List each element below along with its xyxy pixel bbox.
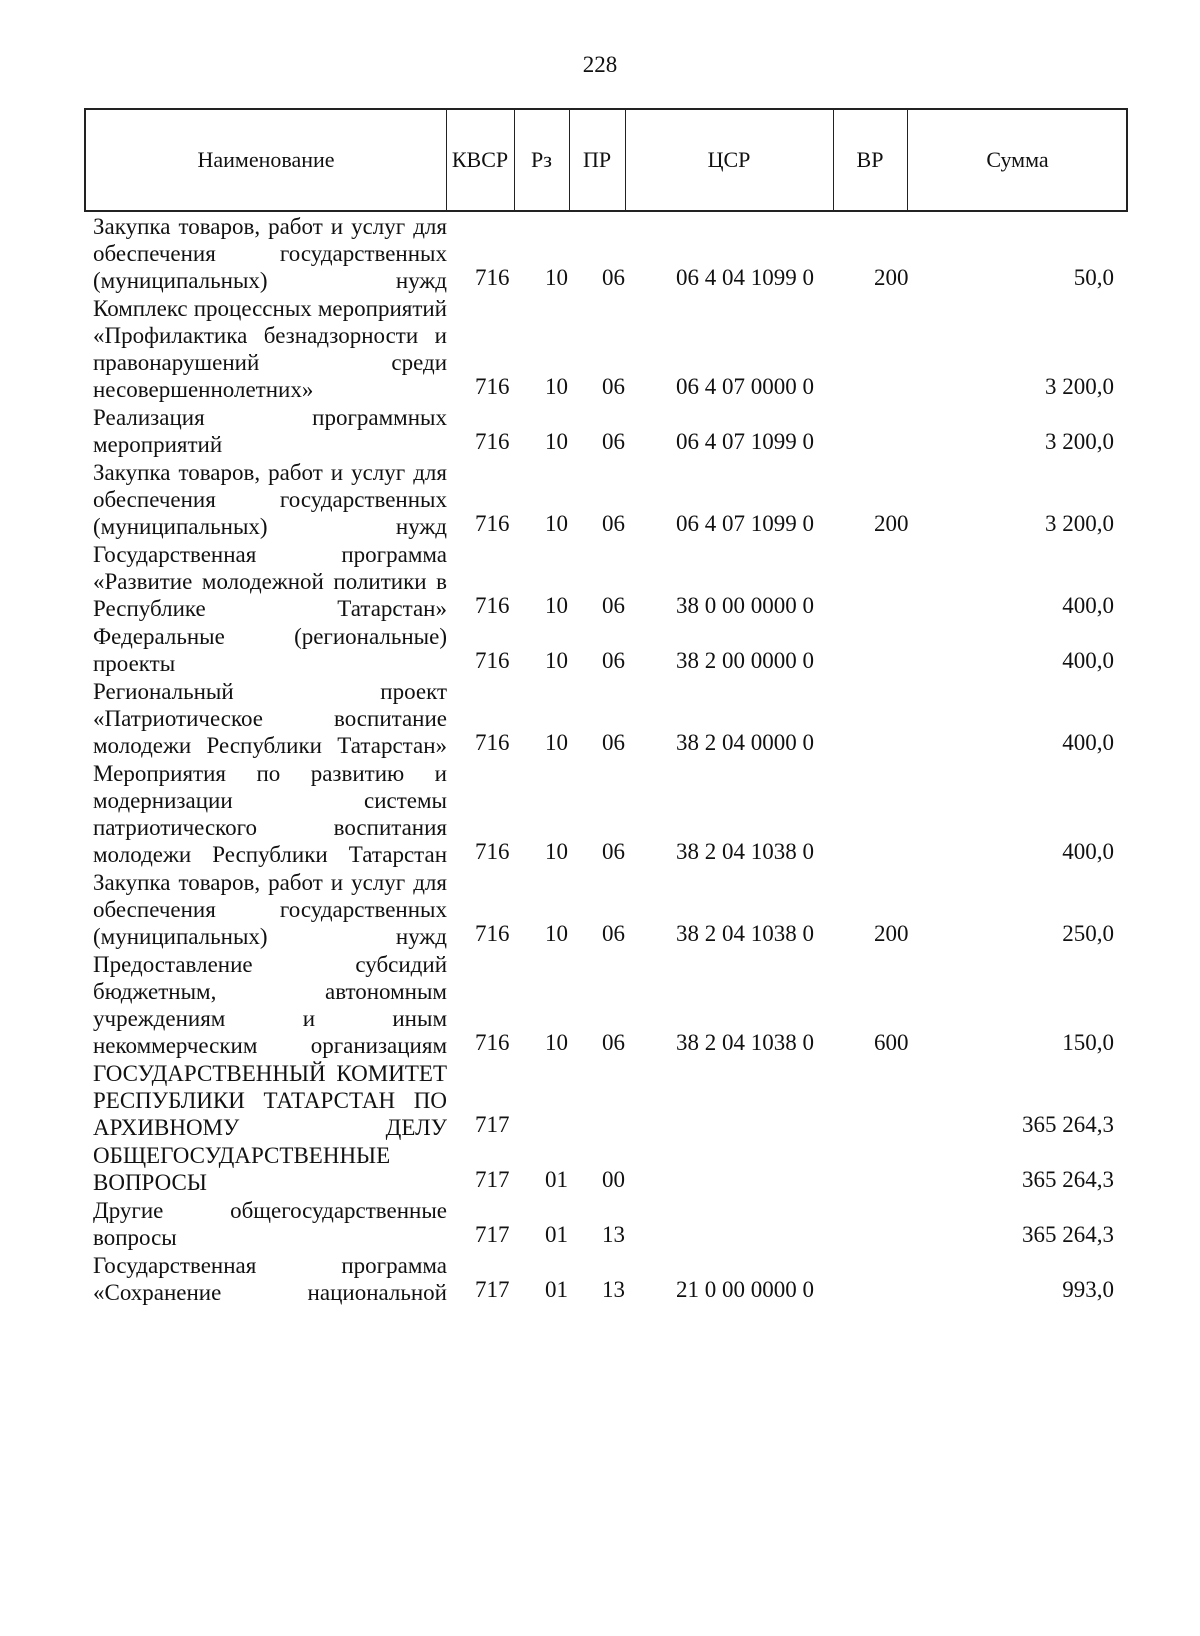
table-header xyxy=(84,108,1128,212)
table-row xyxy=(0,1251,1200,1306)
row-kvsr: 717 xyxy=(475,1222,510,1247)
row-sum: 993,0 xyxy=(1062,1277,1114,1302)
row-pr: 00 xyxy=(602,1167,625,1192)
row-pr: 13 xyxy=(602,1222,625,1247)
row-kvsr: 716 xyxy=(475,511,510,536)
row-csr: 38 2 04 1038 0 xyxy=(676,921,814,946)
row-csr: 06 4 04 1099 0 xyxy=(676,265,814,290)
row-name: Закупка товаров, работ и услуг для обеспечения государственных (муниципальных) нужд xyxy=(93,460,447,539)
row-kvsr: 717 xyxy=(475,1167,510,1192)
row-pr: 06 xyxy=(602,730,625,755)
row-rz: 10 xyxy=(545,429,568,454)
row-pr: 06 xyxy=(602,593,625,618)
row-name: Государственная программа «Сохранение национальной xyxy=(93,1253,447,1305)
row-pr: 06 xyxy=(602,511,625,536)
row-pr: 13 xyxy=(602,1277,625,1302)
row-vr: 200 xyxy=(874,265,909,290)
table-row xyxy=(0,759,1200,868)
table-row xyxy=(0,622,1200,677)
row-csr: 21 0 00 0000 0 xyxy=(676,1277,814,1302)
table-row xyxy=(0,868,1200,950)
row-sum: 365 264,3 xyxy=(1022,1222,1114,1247)
row-kvsr: 716 xyxy=(475,839,510,864)
header-kvsr: КВСР xyxy=(451,147,509,172)
row-name: Предоставление субсидий бюджетным, автономным учреждениям и иным некоммерческим организациям xyxy=(93,952,447,1058)
row-sum: 400,0 xyxy=(1062,730,1114,755)
row-csr: 38 2 04 1038 0 xyxy=(676,1030,814,1055)
table-row xyxy=(0,458,1200,540)
header-name: Наименование xyxy=(197,147,335,172)
row-rz: 10 xyxy=(545,1030,568,1055)
row-rz: 10 xyxy=(545,730,568,755)
row-name: Закупка товаров, работ и услуг для обеспечения государственных (муниципальных) нужд xyxy=(93,870,447,949)
row-name: Другие общегосударственные вопросы xyxy=(93,1198,447,1250)
row-vr: 200 xyxy=(874,921,909,946)
row-kvsr: 716 xyxy=(475,730,510,755)
table-row xyxy=(0,677,1200,759)
table-row xyxy=(0,950,1200,1059)
table-row xyxy=(0,212,1200,294)
row-kvsr: 716 xyxy=(475,921,510,946)
row-sum: 50,0 xyxy=(1073,265,1114,290)
row-kvsr: 717 xyxy=(475,1112,510,1137)
row-sum: 400,0 xyxy=(1062,839,1114,864)
row-rz: 10 xyxy=(545,265,568,290)
row-rz: 10 xyxy=(545,648,568,673)
row-csr: 06 4 07 1099 0 xyxy=(676,429,814,454)
row-name: Реализация программных мероприятий xyxy=(93,405,447,457)
row-csr: 38 2 00 0000 0 xyxy=(676,648,814,673)
row-kvsr: 716 xyxy=(475,1030,510,1055)
row-kvsr: 716 xyxy=(475,648,510,673)
row-name: Государственная программа «Развитие молодежной политики в Республике Татарстан» xyxy=(93,542,447,621)
row-rz: 10 xyxy=(545,511,568,536)
table-row xyxy=(0,1059,1200,1141)
row-pr: 06 xyxy=(602,839,625,864)
row-rz: 10 xyxy=(545,374,568,399)
row-kvsr: 717 xyxy=(475,1277,510,1302)
row-csr: 38 0 00 0000 0 xyxy=(676,593,814,618)
row-sum: 3 200,0 xyxy=(1045,374,1114,399)
row-kvsr: 716 xyxy=(475,374,510,399)
row-kvsr: 716 xyxy=(475,265,510,290)
row-csr: 38 2 04 1038 0 xyxy=(676,839,814,864)
row-kvsr: 716 xyxy=(475,429,510,454)
row-vr: 600 xyxy=(874,1030,909,1055)
row-vr: 200 xyxy=(874,511,909,536)
row-name: ГОСУДАРСТВЕННЫЙ КОМИТЕТ РЕСПУБЛИКИ ТАТАРСТАН ПО АРХИВНОМУ ДЕЛУ xyxy=(93,1061,447,1140)
header-rz: Рз xyxy=(531,147,552,172)
row-name: Федеральные (региональные) проекты xyxy=(93,624,447,676)
row-pr: 06 xyxy=(602,374,625,399)
row-sum: 365 264,3 xyxy=(1022,1167,1114,1192)
row-rz: 10 xyxy=(545,921,568,946)
row-name: Региональный проект «Патриотическое воспитание молодежи Республики Татарстан» xyxy=(93,679,447,758)
row-rz: 10 xyxy=(545,593,568,618)
header-pr: ПР xyxy=(582,147,612,172)
row-rz: 01 xyxy=(545,1167,568,1192)
table-row xyxy=(0,1196,1200,1251)
row-sum: 3 200,0 xyxy=(1045,511,1114,536)
table-body xyxy=(0,212,1200,1306)
row-pr: 06 xyxy=(602,265,625,290)
row-rz: 01 xyxy=(545,1222,568,1247)
table-row xyxy=(0,540,1200,622)
row-csr: 38 2 04 0000 0 xyxy=(676,730,814,755)
row-pr: 06 xyxy=(602,921,625,946)
row-pr: 06 xyxy=(602,429,625,454)
row-rz: 01 xyxy=(545,1277,568,1302)
row-csr: 06 4 07 0000 0 xyxy=(676,374,814,399)
row-sum: 3 200,0 xyxy=(1045,429,1114,454)
row-name: ОБЩЕГОСУДАРСТВЕННЫЕ ВОПРОСЫ xyxy=(93,1143,391,1195)
row-sum: 250,0 xyxy=(1062,921,1114,946)
table-row xyxy=(0,294,1200,403)
page-number: 228 xyxy=(582,52,618,77)
row-sum: 400,0 xyxy=(1062,648,1114,673)
table-row xyxy=(0,403,1200,458)
row-name: Комплекс процессных мероприятий «Профилактика безнадзорности и правонарушений среди несовершеннолетних» xyxy=(93,296,447,402)
header-vr: ВР xyxy=(856,147,884,172)
header-csr: ЦСР xyxy=(707,147,751,172)
row-name: Закупка товаров, работ и услуг для обеспечения государственных (муниципальных) нужд xyxy=(93,214,447,293)
row-sum: 400,0 xyxy=(1062,593,1114,618)
row-csr: 06 4 07 1099 0 xyxy=(676,511,814,536)
row-pr: 06 xyxy=(602,1030,625,1055)
row-sum: 150,0 xyxy=(1062,1030,1114,1055)
row-rz: 10 xyxy=(545,839,568,864)
row-kvsr: 716 xyxy=(475,593,510,618)
row-name: Мероприятия по развитию и модернизации системы патриотического воспитания молодежи Республики Татарстан xyxy=(93,761,447,867)
row-sum: 365 264,3 xyxy=(1022,1112,1114,1137)
row-pr: 06 xyxy=(602,648,625,673)
table-row xyxy=(0,1141,1200,1196)
header-sum: Сумма xyxy=(986,147,1049,172)
